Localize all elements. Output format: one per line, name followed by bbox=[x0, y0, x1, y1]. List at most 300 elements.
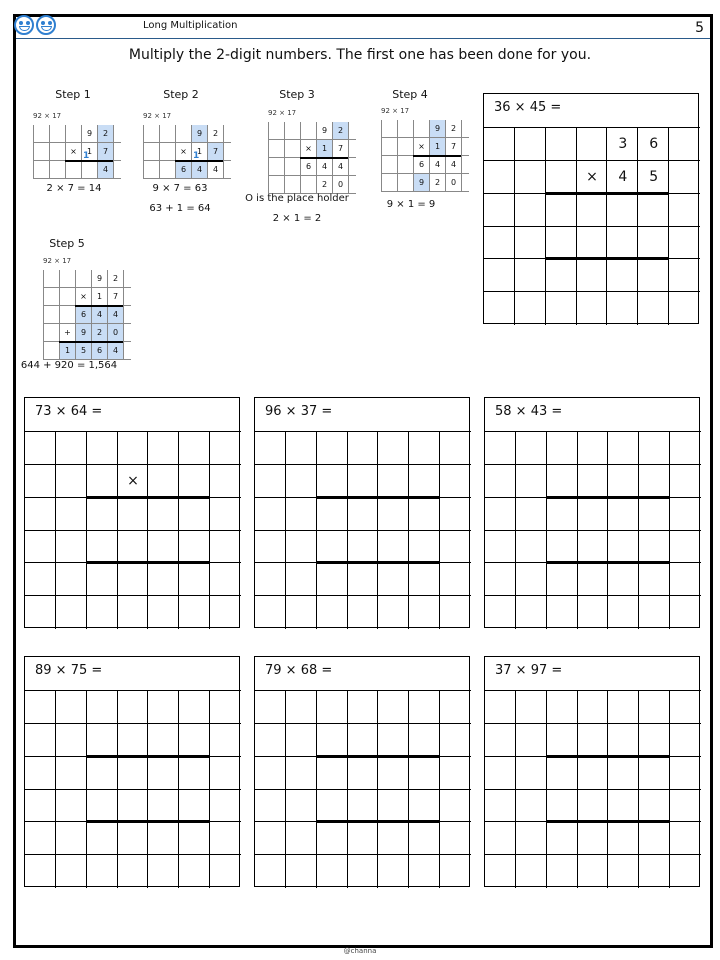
answer-cell[interactable] bbox=[55, 690, 87, 724]
answer-cell[interactable] bbox=[254, 690, 286, 724]
answer-cell[interactable] bbox=[607, 464, 639, 498]
answer-cell[interactable] bbox=[377, 756, 409, 790]
answer-cell[interactable] bbox=[285, 530, 317, 564]
answer-cell[interactable] bbox=[606, 226, 638, 260]
answer-cell[interactable] bbox=[178, 854, 210, 888]
answer-cell[interactable] bbox=[24, 497, 56, 531]
answer-cell[interactable] bbox=[147, 854, 179, 888]
answer-cell[interactable] bbox=[24, 723, 56, 757]
answer-cell[interactable] bbox=[377, 530, 409, 564]
answer-cell[interactable] bbox=[377, 497, 409, 531]
answer-cell[interactable] bbox=[408, 497, 440, 531]
answer-cell[interactable] bbox=[577, 821, 609, 855]
answer-cell[interactable] bbox=[484, 821, 516, 855]
answer-cell[interactable] bbox=[117, 821, 149, 855]
answer-cell[interactable] bbox=[347, 497, 379, 531]
answer-cell[interactable] bbox=[147, 789, 179, 823]
answer-cell[interactable] bbox=[347, 756, 379, 790]
answer-cell[interactable] bbox=[669, 431, 701, 465]
answer-cell[interactable] bbox=[408, 690, 440, 724]
answer-cell[interactable] bbox=[638, 789, 670, 823]
answer-cell[interactable] bbox=[377, 854, 409, 888]
answer-cell[interactable] bbox=[24, 562, 56, 596]
answer-cell[interactable] bbox=[285, 723, 317, 757]
answer-cell[interactable] bbox=[254, 595, 286, 629]
answer-cell[interactable] bbox=[515, 497, 547, 531]
answer-cell[interactable] bbox=[484, 431, 516, 465]
answer-cell[interactable] bbox=[178, 464, 210, 498]
answer-cell[interactable] bbox=[408, 595, 440, 629]
answer-cell[interactable] bbox=[316, 431, 348, 465]
answer-cell[interactable] bbox=[254, 530, 286, 564]
answer-cell[interactable] bbox=[117, 562, 149, 596]
answer-cell[interactable] bbox=[637, 226, 669, 260]
answer-cell[interactable] bbox=[577, 431, 609, 465]
answer-cell[interactable] bbox=[55, 431, 87, 465]
answer-cell[interactable] bbox=[285, 789, 317, 823]
answer-cell[interactable] bbox=[669, 821, 701, 855]
answer-cell[interactable] bbox=[484, 562, 516, 596]
answer-cell[interactable] bbox=[439, 530, 471, 564]
answer-cell[interactable] bbox=[638, 530, 670, 564]
answer-cell[interactable] bbox=[607, 690, 639, 724]
answer-cell[interactable] bbox=[55, 530, 87, 564]
answer-cell[interactable] bbox=[316, 690, 348, 724]
answer-cell[interactable] bbox=[669, 854, 701, 888]
answer-cell[interactable] bbox=[316, 821, 348, 855]
answer-cell[interactable] bbox=[117, 497, 149, 531]
answer-cell[interactable] bbox=[147, 690, 179, 724]
answer-cell[interactable] bbox=[24, 595, 56, 629]
answer-cell[interactable] bbox=[515, 821, 547, 855]
answer-cell[interactable] bbox=[254, 723, 286, 757]
answer-cell[interactable] bbox=[546, 562, 578, 596]
answer-cell[interactable] bbox=[484, 756, 516, 790]
answer-cell[interactable] bbox=[117, 431, 149, 465]
answer-cell[interactable] bbox=[55, 821, 87, 855]
answer-cell[interactable] bbox=[515, 756, 547, 790]
answer-cell[interactable] bbox=[607, 431, 639, 465]
answer-cell[interactable] bbox=[669, 530, 701, 564]
grid-cell bbox=[461, 156, 469, 174]
answer-cell[interactable] bbox=[55, 595, 87, 629]
answer-cell[interactable] bbox=[24, 464, 56, 498]
answer-cell[interactable] bbox=[285, 431, 317, 465]
answer-cell[interactable] bbox=[347, 723, 379, 757]
answer-cell[interactable] bbox=[209, 690, 241, 724]
answer-cell[interactable] bbox=[439, 595, 471, 629]
answer-cell[interactable] bbox=[285, 595, 317, 629]
answer-cell[interactable] bbox=[576, 193, 608, 227]
answer-cell[interactable] bbox=[546, 595, 578, 629]
answer-cell[interactable] bbox=[55, 562, 87, 596]
answer-cell[interactable] bbox=[546, 854, 578, 888]
answer-cell[interactable] bbox=[24, 854, 56, 888]
answer-cell[interactable] bbox=[86, 756, 118, 790]
answer-cell[interactable] bbox=[178, 497, 210, 531]
answer-cell[interactable] bbox=[377, 723, 409, 757]
answer-cell[interactable] bbox=[637, 193, 669, 227]
answer-cell[interactable] bbox=[285, 756, 317, 790]
answer-cell[interactable] bbox=[178, 431, 210, 465]
answer-cell[interactable]: × bbox=[576, 160, 608, 194]
answer-cell[interactable] bbox=[147, 431, 179, 465]
answer-cell[interactable] bbox=[484, 789, 516, 823]
answer-cell[interactable] bbox=[483, 258, 515, 292]
answer-cell[interactable] bbox=[484, 530, 516, 564]
answer-cell[interactable] bbox=[209, 431, 241, 465]
answer-cell[interactable] bbox=[86, 530, 118, 564]
answer-cell[interactable] bbox=[668, 127, 700, 161]
answer-cell[interactable] bbox=[545, 226, 577, 260]
answer-cell[interactable] bbox=[254, 821, 286, 855]
answer-cell[interactable] bbox=[178, 756, 210, 790]
answer-cell[interactable] bbox=[514, 258, 546, 292]
answer-cell[interactable] bbox=[209, 854, 241, 888]
answer-cell[interactable] bbox=[577, 854, 609, 888]
answer-cell[interactable] bbox=[408, 431, 440, 465]
answer-cell[interactable] bbox=[347, 595, 379, 629]
answer-cell[interactable] bbox=[577, 756, 609, 790]
answer-cell[interactable] bbox=[545, 291, 577, 325]
answer-cell[interactable] bbox=[147, 562, 179, 596]
answer-cell[interactable] bbox=[577, 562, 609, 596]
answer-cell[interactable] bbox=[347, 530, 379, 564]
answer-cell[interactable] bbox=[546, 497, 578, 531]
answer-cell[interactable] bbox=[408, 562, 440, 596]
answer-cell[interactable] bbox=[408, 464, 440, 498]
answer-cell[interactable] bbox=[377, 562, 409, 596]
answer-cell[interactable] bbox=[86, 789, 118, 823]
answer-cell[interactable] bbox=[637, 258, 669, 292]
answer-cell[interactable] bbox=[209, 595, 241, 629]
grid-cell: + bbox=[59, 324, 75, 342]
answer-cell[interactable] bbox=[577, 690, 609, 724]
answer-cell[interactable] bbox=[316, 562, 348, 596]
answer-cell[interactable] bbox=[668, 291, 700, 325]
answer-cell[interactable] bbox=[408, 756, 440, 790]
answer-cell[interactable] bbox=[347, 562, 379, 596]
answer-cell[interactable] bbox=[209, 530, 241, 564]
answer-cell[interactable] bbox=[576, 226, 608, 260]
answer-cell[interactable] bbox=[408, 530, 440, 564]
answer-cell[interactable] bbox=[408, 789, 440, 823]
answer-cell[interactable]: 3 bbox=[606, 127, 638, 161]
answer-cell[interactable] bbox=[514, 226, 546, 260]
answer-cell[interactable] bbox=[24, 756, 56, 790]
answer-cell[interactable] bbox=[483, 127, 515, 161]
answer-cell[interactable] bbox=[439, 431, 471, 465]
answer-cell[interactable] bbox=[439, 756, 471, 790]
answer-cell[interactable] bbox=[24, 431, 56, 465]
answer-cell[interactable] bbox=[515, 690, 547, 724]
answer-cell[interactable] bbox=[147, 756, 179, 790]
answer-cell[interactable] bbox=[545, 258, 577, 292]
answer-cell[interactable] bbox=[514, 291, 546, 325]
answer-cell[interactable] bbox=[515, 530, 547, 564]
answer-cell[interactable] bbox=[484, 690, 516, 724]
answer-cell[interactable]: × bbox=[117, 464, 149, 498]
answer-cell[interactable] bbox=[55, 497, 87, 531]
answer-cell[interactable] bbox=[515, 789, 547, 823]
answer-cell[interactable] bbox=[669, 497, 701, 531]
answer-cell[interactable] bbox=[55, 756, 87, 790]
answer-cell[interactable] bbox=[285, 464, 317, 498]
answer-cell[interactable] bbox=[377, 431, 409, 465]
answer-cell[interactable] bbox=[607, 497, 639, 531]
answer-cell[interactable] bbox=[178, 723, 210, 757]
answer-cell[interactable] bbox=[669, 723, 701, 757]
answer-cell[interactable] bbox=[147, 595, 179, 629]
answer-cell[interactable] bbox=[316, 723, 348, 757]
answer-cell[interactable] bbox=[668, 160, 700, 194]
answer-cell[interactable] bbox=[24, 789, 56, 823]
answer-cell[interactable] bbox=[514, 193, 546, 227]
answer-cell[interactable] bbox=[254, 497, 286, 531]
answer-cell[interactable] bbox=[638, 562, 670, 596]
answer-cell[interactable] bbox=[377, 690, 409, 724]
answer-cell[interactable] bbox=[607, 821, 639, 855]
answer-cell[interactable] bbox=[546, 723, 578, 757]
answer-cell[interactable] bbox=[86, 562, 118, 596]
answer-cell[interactable] bbox=[55, 789, 87, 823]
answer-cell[interactable] bbox=[577, 723, 609, 757]
answer-cell[interactable] bbox=[484, 854, 516, 888]
answer-cell[interactable] bbox=[254, 562, 286, 596]
answer-cell[interactable] bbox=[117, 756, 149, 790]
answer-cell[interactable]: 5 bbox=[637, 160, 669, 194]
answer-cell[interactable] bbox=[546, 464, 578, 498]
answer-cell[interactable] bbox=[254, 756, 286, 790]
answer-cell[interactable] bbox=[285, 562, 317, 596]
answer-cell[interactable] bbox=[178, 690, 210, 724]
answer-cell[interactable] bbox=[439, 854, 471, 888]
answer-cell[interactable] bbox=[254, 789, 286, 823]
answer-cell[interactable] bbox=[577, 595, 609, 629]
answer-cell[interactable] bbox=[55, 723, 87, 757]
answer-cell[interactable] bbox=[668, 193, 700, 227]
answer-cell[interactable] bbox=[606, 258, 638, 292]
answer-cell[interactable] bbox=[117, 530, 149, 564]
answer-cell[interactable] bbox=[483, 193, 515, 227]
grid-cell bbox=[397, 156, 413, 174]
answer-cell[interactable] bbox=[147, 821, 179, 855]
answer-cell[interactable] bbox=[285, 821, 317, 855]
answer-cell[interactable] bbox=[637, 291, 669, 325]
answer-cell[interactable] bbox=[209, 789, 241, 823]
answer-cell[interactable] bbox=[377, 595, 409, 629]
answer-cell[interactable] bbox=[408, 821, 440, 855]
answer-cell[interactable] bbox=[484, 595, 516, 629]
answer-line bbox=[413, 155, 461, 157]
answer-cell[interactable] bbox=[347, 821, 379, 855]
answer-cell[interactable] bbox=[86, 431, 118, 465]
answer-cell[interactable] bbox=[316, 530, 348, 564]
answer-cell[interactable] bbox=[55, 854, 87, 888]
answer-cell[interactable] bbox=[638, 821, 670, 855]
answer-cell[interactable] bbox=[347, 464, 379, 498]
answer-cell[interactable] bbox=[638, 497, 670, 531]
answer-cell[interactable] bbox=[86, 595, 118, 629]
answer-cell[interactable] bbox=[439, 821, 471, 855]
answer-cell[interactable] bbox=[484, 464, 516, 498]
answer-cell[interactable] bbox=[546, 756, 578, 790]
answer-cell[interactable] bbox=[607, 595, 639, 629]
answer-cell[interactable] bbox=[515, 431, 547, 465]
answer-cell[interactable] bbox=[515, 723, 547, 757]
answer-cell[interactable] bbox=[254, 854, 286, 888]
answer-cell[interactable] bbox=[178, 789, 210, 823]
answer-cell[interactable] bbox=[669, 756, 701, 790]
answer-cell[interactable] bbox=[439, 562, 471, 596]
answer-cell[interactable] bbox=[408, 723, 440, 757]
answer-cell[interactable] bbox=[515, 562, 547, 596]
answer-line bbox=[317, 496, 440, 499]
answer-cell[interactable] bbox=[484, 497, 516, 531]
answer-cell[interactable] bbox=[545, 193, 577, 227]
answer-cell[interactable] bbox=[285, 497, 317, 531]
answer-cell[interactable] bbox=[55, 464, 87, 498]
answer-cell[interactable] bbox=[209, 821, 241, 855]
answer-cell[interactable] bbox=[514, 127, 546, 161]
answer-cell[interactable] bbox=[209, 497, 241, 531]
answer-cell[interactable] bbox=[638, 854, 670, 888]
answer-cell[interactable] bbox=[285, 690, 317, 724]
answer-cell[interactable] bbox=[377, 789, 409, 823]
answer-cell[interactable] bbox=[24, 690, 56, 724]
answer-cell[interactable] bbox=[147, 530, 179, 564]
answer-cell[interactable] bbox=[577, 464, 609, 498]
answer-cell[interactable] bbox=[576, 127, 608, 161]
answer-cell[interactable] bbox=[439, 723, 471, 757]
answer-cell[interactable] bbox=[577, 789, 609, 823]
answer-cell[interactable] bbox=[546, 789, 578, 823]
answer-cell[interactable]: 4 bbox=[606, 160, 638, 194]
answer-cell[interactable] bbox=[178, 821, 210, 855]
answer-cell[interactable] bbox=[669, 789, 701, 823]
answer-cell[interactable] bbox=[607, 854, 639, 888]
answer-cell[interactable] bbox=[483, 226, 515, 260]
answer-cell[interactable] bbox=[546, 690, 578, 724]
answer-cell[interactable] bbox=[316, 854, 348, 888]
answer-cell[interactable] bbox=[117, 854, 149, 888]
answer-cell[interactable] bbox=[515, 464, 547, 498]
answer-cell[interactable] bbox=[546, 431, 578, 465]
answer-cell[interactable] bbox=[669, 562, 701, 596]
answer-cell[interactable] bbox=[607, 723, 639, 757]
answer-cell[interactable] bbox=[546, 530, 578, 564]
answer-cell[interactable] bbox=[117, 723, 149, 757]
answer-cell[interactable] bbox=[86, 690, 118, 724]
answer-cell[interactable] bbox=[576, 258, 608, 292]
answer-cell[interactable] bbox=[316, 464, 348, 498]
answer-cell[interactable] bbox=[209, 723, 241, 757]
answer-cell[interactable] bbox=[209, 756, 241, 790]
answer-cell[interactable] bbox=[86, 821, 118, 855]
answer-cell[interactable] bbox=[515, 854, 547, 888]
answer-cell[interactable] bbox=[86, 464, 118, 498]
answer-cell[interactable] bbox=[347, 431, 379, 465]
answer-cell[interactable] bbox=[316, 595, 348, 629]
answer-cell[interactable] bbox=[576, 291, 608, 325]
answer-cell[interactable] bbox=[638, 690, 670, 724]
answer-cell[interactable] bbox=[577, 497, 609, 531]
answer-cell[interactable] bbox=[209, 464, 241, 498]
answer-cell[interactable] bbox=[606, 193, 638, 227]
answer-cell[interactable] bbox=[638, 464, 670, 498]
answer-cell[interactable]: 6 bbox=[637, 127, 669, 161]
answer-cell[interactable] bbox=[117, 595, 149, 629]
answer-cell[interactable] bbox=[254, 464, 286, 498]
answer-cell[interactable] bbox=[316, 789, 348, 823]
answer-cell[interactable] bbox=[316, 497, 348, 531]
answer-cell[interactable] bbox=[24, 821, 56, 855]
answer-cell[interactable] bbox=[377, 821, 409, 855]
answer-cell[interactable] bbox=[86, 854, 118, 888]
answer-cell[interactable] bbox=[178, 562, 210, 596]
answer-cell[interactable] bbox=[483, 291, 515, 325]
answer-cell[interactable] bbox=[484, 723, 516, 757]
answer-cell[interactable] bbox=[147, 497, 179, 531]
answer-cell[interactable] bbox=[607, 789, 639, 823]
answer-cell[interactable] bbox=[86, 497, 118, 531]
answer-cell[interactable] bbox=[668, 258, 700, 292]
answer-cell[interactable] bbox=[669, 464, 701, 498]
answer-cell[interactable] bbox=[638, 431, 670, 465]
answer-cell[interactable] bbox=[668, 226, 700, 260]
answer-cell[interactable] bbox=[638, 756, 670, 790]
answer-cell[interactable] bbox=[117, 789, 149, 823]
answer-cell[interactable] bbox=[178, 530, 210, 564]
answer-cell[interactable] bbox=[669, 690, 701, 724]
answer-cell[interactable] bbox=[577, 530, 609, 564]
answer-cell[interactable] bbox=[546, 821, 578, 855]
answer-cell[interactable] bbox=[545, 160, 577, 194]
answer-cell[interactable] bbox=[483, 160, 515, 194]
answer-cell[interactable] bbox=[515, 595, 547, 629]
answer-cell[interactable] bbox=[347, 690, 379, 724]
answer-cell[interactable] bbox=[347, 854, 379, 888]
answer-cell[interactable] bbox=[439, 464, 471, 498]
answer-cell[interactable] bbox=[316, 756, 348, 790]
answer-cell[interactable] bbox=[147, 723, 179, 757]
answer-cell[interactable] bbox=[545, 127, 577, 161]
answer-cell[interactable] bbox=[254, 431, 286, 465]
answer-cell[interactable] bbox=[607, 530, 639, 564]
answer-cell[interactable] bbox=[607, 756, 639, 790]
answer-cell[interactable] bbox=[439, 789, 471, 823]
answer-cell[interactable] bbox=[439, 690, 471, 724]
answer-cell[interactable] bbox=[638, 723, 670, 757]
answer-cell[interactable] bbox=[607, 562, 639, 596]
answer-cell[interactable] bbox=[24, 530, 56, 564]
answer-cell[interactable] bbox=[285, 854, 317, 888]
answer-cell[interactable] bbox=[147, 464, 179, 498]
answer-cell[interactable] bbox=[209, 562, 241, 596]
grid-cell bbox=[123, 306, 131, 324]
answer-cell[interactable] bbox=[178, 595, 210, 629]
answer-cell[interactable] bbox=[638, 595, 670, 629]
answer-cell[interactable] bbox=[514, 160, 546, 194]
answer-cell[interactable] bbox=[86, 723, 118, 757]
answer-cell[interactable] bbox=[439, 497, 471, 531]
answer-cell[interactable] bbox=[347, 789, 379, 823]
answer-cell[interactable] bbox=[377, 464, 409, 498]
answer-cell[interactable] bbox=[606, 291, 638, 325]
answer-cell[interactable] bbox=[408, 854, 440, 888]
answer-cell[interactable] bbox=[669, 595, 701, 629]
answer-cell[interactable] bbox=[117, 690, 149, 724]
